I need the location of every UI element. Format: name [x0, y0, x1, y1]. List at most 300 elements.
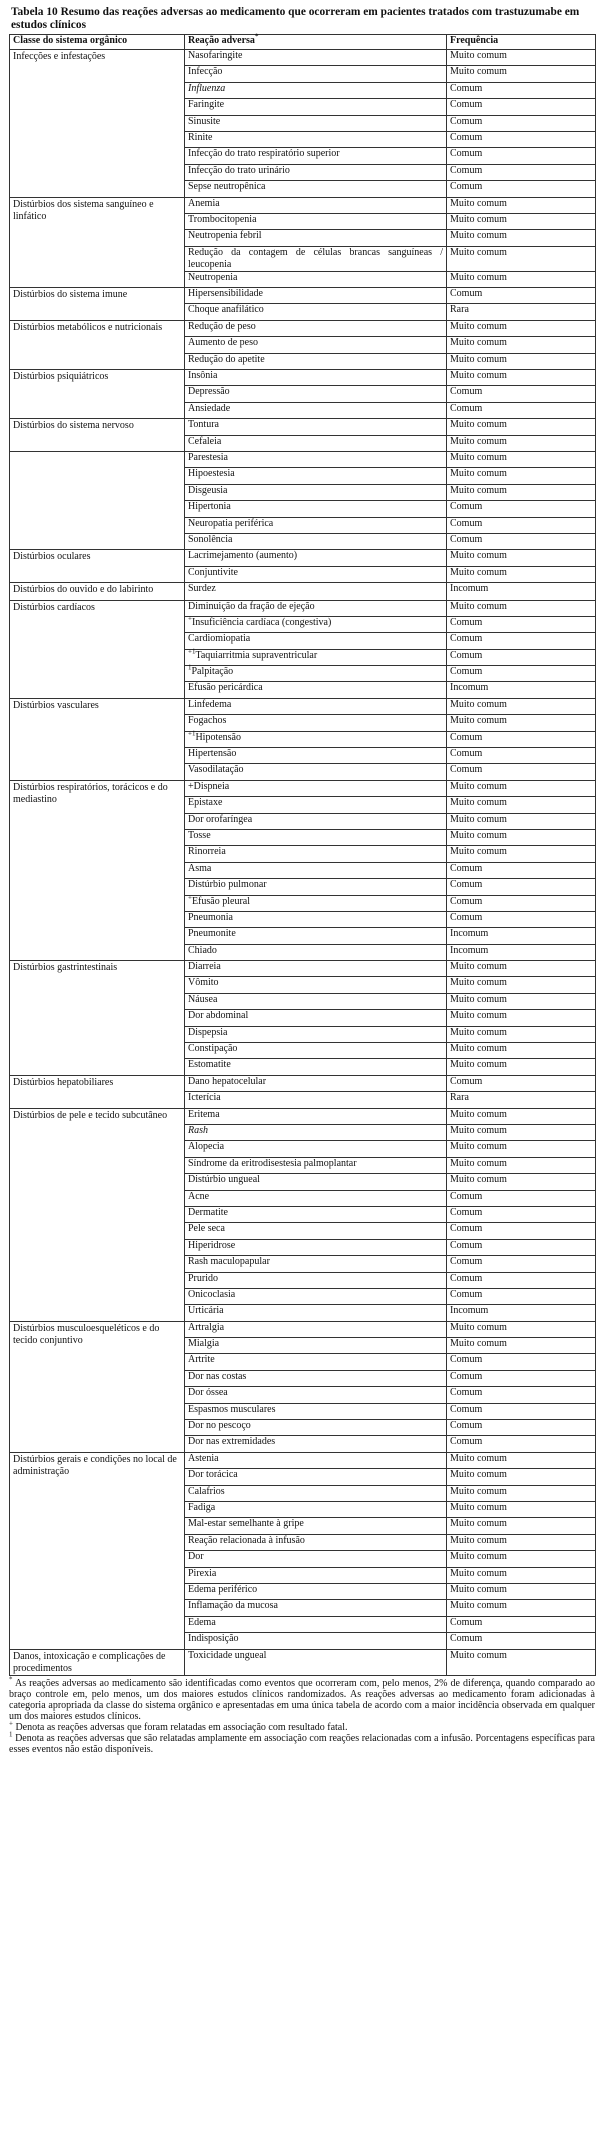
adverse-reaction-cell: [185, 1206, 447, 1222]
frequency-cell: Muito comum: [447, 566, 596, 582]
adverse-reaction-text: Dor: [188, 1551, 204, 1563]
adverse-reaction-cell: [185, 1043, 447, 1059]
frequency-cell: Muito comum: [447, 780, 596, 796]
adverse-reaction-text: Surdez: [188, 583, 216, 595]
adverse-reaction-cell: [185, 1092, 447, 1108]
frequency-cell: Muito comum: [447, 1059, 596, 1075]
adverse-reaction-cell: [185, 82, 447, 98]
adverse-reaction-cell: [185, 197, 447, 213]
adverse-reaction-cell: [185, 566, 447, 582]
frequency-cell: Comum: [447, 1616, 596, 1632]
adverse-reaction-cell: [185, 353, 447, 369]
footnote-mark: 1: [9, 1730, 13, 1739]
table-row: [10, 50, 596, 66]
adverse-reaction-text: Dano hepatocelular: [188, 1075, 267, 1087]
adverse-reaction-cell: [185, 1272, 447, 1288]
adverse-reaction-cell: [185, 484, 447, 500]
adverse-reaction-text: Diarreia: [188, 961, 221, 973]
adverse-reaction-text: Acne: [188, 1190, 210, 1202]
document-page: [9, 6, 595, 1755]
adverse-reaction-text: Pneumonite: [188, 928, 236, 940]
adverse-reaction-cell: [185, 1075, 447, 1091]
adverse-reaction-cell: [185, 993, 447, 1009]
frequency-cell: Muito comum: [447, 320, 596, 336]
adverse-reaction-text: Vômito: [188, 977, 219, 989]
frequency-cell: Muito comum: [447, 698, 596, 714]
adverse-reaction-cell: [185, 213, 447, 229]
footnote: [9, 1675, 595, 1722]
adverse-reaction-text: Efusão pleural: [191, 895, 250, 907]
frequency-cell: Comum: [447, 181, 596, 197]
table-row: [10, 1452, 596, 1468]
adverse-reaction-cell: [185, 944, 447, 960]
adverse-reaction-text: Pirexia: [188, 1567, 217, 1579]
adverse-reaction-cell: [185, 1239, 447, 1255]
frequency-cell: Comum: [447, 616, 596, 632]
adverse-reaction-text: Hipoestesia: [188, 468, 235, 480]
adverse-reaction-cell: [185, 1452, 447, 1468]
adverse-reaction-cell: [185, 583, 447, 600]
frequency-cell: Comum: [447, 1403, 596, 1419]
adverse-reaction-cell: [185, 1420, 447, 1436]
adverse-reaction-text: Mal-estar semelhante à gripe: [188, 1518, 304, 1530]
organ-class-cell: Distúrbios oculares: [10, 550, 185, 583]
adverse-reaction-cell: [185, 1616, 447, 1632]
adverse-reaction-text: Vasodilatação: [188, 764, 244, 776]
table-row: [10, 1649, 596, 1675]
adverse-reaction-cell: [185, 50, 447, 66]
frequency-cell: Comum: [447, 895, 596, 911]
frequency-cell: Muito comum: [447, 1026, 596, 1042]
frequency-cell: Comum: [447, 1223, 596, 1239]
adverse-reaction-text: Sinusite: [188, 115, 221, 127]
adverse-reaction-text: Asma: [188, 862, 212, 874]
adverse-reaction-cell: [185, 1485, 447, 1501]
adverse-reaction-text: Astenia: [188, 1452, 219, 1464]
adverse-reaction-cell: [185, 961, 447, 977]
frequency-cell: Comum: [447, 1633, 596, 1649]
adverse-reaction-cell: [185, 663, 447, 682]
frequency-cell: Muito comum: [447, 1108, 596, 1124]
frequency-cell: Comum: [447, 386, 596, 402]
frequency-cell: Muito comum: [447, 197, 596, 213]
adverse-reaction-text: Disgeusia: [188, 484, 228, 496]
adverse-reaction-text: Insônia: [188, 370, 218, 382]
adverse-reaction-text: Sepse neutropênica: [188, 181, 266, 193]
adverse-reaction-cell: [185, 862, 447, 878]
footnote-text: Denota as reações adversas que são relatadas amplamente em associação com reações relacionadas com a infusão. Porcentagens específicas para esses eventos não estão disponíveis.: [9, 1732, 595, 1755]
adverse-reaction-text: Redução de peso: [188, 320, 256, 332]
adverse-reaction-cell: [185, 271, 447, 287]
frequency-cell: Comum: [447, 115, 596, 131]
adverse-reaction-cell: [185, 928, 447, 944]
adverse-reaction-cell: [185, 649, 447, 665]
table-row: [10, 961, 596, 977]
adverse-reaction-cell: [185, 320, 447, 336]
frequency-cell: Comum: [447, 82, 596, 98]
frequency-cell: Muito comum: [447, 271, 596, 287]
adverse-reaction-text: Rinite: [188, 131, 213, 143]
adverse-reaction-text: Depressão: [188, 386, 230, 398]
adverse-reaction-cell: [185, 402, 447, 418]
frequency-cell: Muito comum: [447, 419, 596, 435]
adverse-reaction-cell: [185, 633, 447, 649]
organ-class-cell: Distúrbios dos sistema sanguíneo e linfático: [10, 197, 185, 288]
table-row: [10, 451, 596, 467]
adverse-reaction-text: Sonolência: [188, 533, 233, 545]
table-row: [10, 1108, 596, 1124]
adverse-reaction-cell: [185, 1125, 447, 1141]
frequency-cell: Muito comum: [447, 1338, 596, 1354]
frequency-cell: Comum: [447, 1387, 596, 1403]
adverse-reaction-cell: [185, 533, 447, 549]
adverse-reaction-text: Calafrios: [188, 1485, 225, 1497]
adverse-reaction-cell: [185, 1501, 447, 1517]
frequency-cell: Comum: [447, 879, 596, 895]
adverse-reaction-cell: [185, 304, 447, 320]
adverse-reaction-cell: [185, 682, 447, 698]
frequency-cell: Muito comum: [447, 213, 596, 229]
frequency-cell: Muito comum: [447, 1551, 596, 1567]
adverse-reaction-cell: [185, 1288, 447, 1304]
frequency-cell: Muito comum: [447, 550, 596, 566]
adverse-reaction-cell: [185, 879, 447, 895]
organ-class-cell: Distúrbios do sistema imune: [10, 288, 185, 321]
adverse-reaction-cell: [185, 419, 447, 435]
adverse-reaction-text: Eritema: [188, 1108, 220, 1120]
frequency-cell: Muito comum: [447, 829, 596, 845]
adverse-reaction-cell: [185, 715, 447, 731]
adverse-reaction-text: Diminuição da fração de ejeção: [188, 600, 315, 612]
table-row: [10, 419, 596, 435]
adverse-reaction-cell: [185, 451, 447, 467]
adverse-reaction-text: Cardiomiopatia: [188, 633, 251, 645]
adverse-reaction-text: Inflamação da mucosa: [188, 1600, 278, 1612]
frequency-cell: Muito comum: [447, 1518, 596, 1534]
adverse-reaction-text: Rash: [188, 1125, 208, 1136]
adverse-reaction-text: Espasmos musculares: [188, 1403, 276, 1415]
adverse-reaction-text: Constipação: [188, 1043, 238, 1055]
adverse-reaction-cell: [185, 1387, 447, 1403]
frequency-cell: Muito comum: [447, 451, 596, 467]
frequency-cell: Rara: [447, 1092, 596, 1108]
frequency-cell: Incomum: [447, 583, 596, 600]
frequency-cell: Incomum: [447, 928, 596, 944]
adverse-reaction-text: Dor nas extremidades: [188, 1436, 276, 1448]
footnote-mark: +: [188, 893, 192, 902]
adverse-reaction-cell: [185, 1321, 447, 1337]
adverse-reaction-cell: [185, 1600, 447, 1616]
frequency-cell: Comum: [447, 1256, 596, 1272]
adverse-reaction-text: Pneumonia: [188, 911, 233, 923]
footnote-mark: 1: [188, 663, 192, 672]
adverse-reaction-text: Hipersensibilidade: [188, 288, 263, 300]
adverse-reaction-text: Hipotensão: [195, 731, 241, 743]
table-header-row: [10, 35, 596, 50]
frequency-cell: Muito comum: [447, 1010, 596, 1026]
adverse-reaction-text: Indisposição: [188, 1633, 239, 1645]
table-row: [10, 370, 596, 386]
adverse-reaction-cell: [185, 1174, 447, 1190]
adverse-reaction-cell: [185, 748, 447, 764]
adverse-reaction-text: Dor abdominal: [188, 1010, 249, 1022]
frequency-cell: Comum: [447, 288, 596, 304]
frequency-cell: Comum: [447, 402, 596, 418]
frequency-cell: Muito comum: [447, 50, 596, 66]
frequency-cell: Comum: [447, 517, 596, 533]
organ-class-cell: Danos, intoxicação e complicações de procedimentos: [10, 1649, 185, 1675]
frequency-cell: Muito comum: [447, 435, 596, 451]
frequency-cell: Muito comum: [447, 977, 596, 993]
frequency-cell: Muito comum: [447, 715, 596, 731]
adverse-reaction-text: Dor nas costas: [188, 1370, 247, 1382]
footnote-mark: +: [9, 1719, 13, 1728]
adverse-reaction-cell: [185, 1518, 447, 1534]
adverse-reaction-text: Tontura: [188, 419, 219, 431]
frequency-cell: Comum: [447, 862, 596, 878]
adverse-reaction-cell: [185, 780, 447, 796]
adverse-reaction-cell: [185, 115, 447, 131]
organ-class-cell: Distúrbios cardíacos: [10, 600, 185, 698]
frequency-cell: Comum: [447, 1272, 596, 1288]
adverse-reaction-cell: [185, 1469, 447, 1485]
frequency-cell: Comum: [447, 633, 596, 649]
adverse-reaction-cell: [185, 829, 447, 845]
adverse-reaction-cell: [185, 977, 447, 993]
table-row: [10, 288, 596, 304]
adverse-reaction-text: Nasofaringite: [188, 50, 243, 61]
adverse-reaction-cell: [185, 517, 447, 533]
adverse-reaction-cell: [185, 1338, 447, 1354]
footnotes: [9, 1675, 595, 1755]
frequency-cell: Comum: [447, 1206, 596, 1222]
frequency-cell: Muito comum: [447, 337, 596, 353]
adverse-reaction-text: Hipertonia: [188, 501, 231, 513]
adverse-reaction-text: Icterícia: [188, 1092, 221, 1104]
frequency-cell: Comum: [447, 501, 596, 517]
adverse-reaction-text: Estomatite: [188, 1059, 231, 1071]
adverse-reaction-text: Chiado: [188, 944, 217, 956]
adverse-reaction-cell: [185, 1256, 447, 1272]
frequency-cell: Comum: [447, 164, 596, 180]
frequency-cell: Comum: [447, 748, 596, 764]
adverse-reaction-cell: [185, 550, 447, 566]
adverse-reaction-cell: [185, 813, 447, 829]
adverse-reaction-cell: [185, 468, 447, 484]
adverse-reaction-text: Edema periférico: [188, 1583, 258, 1595]
table-row: [10, 1321, 596, 1337]
adverse-reaction-cell: [185, 1157, 447, 1173]
table-body: [10, 50, 596, 1676]
organ-class-cell: Distúrbios do sistema nervoso: [10, 419, 185, 452]
frequency-cell: Incomum: [447, 1305, 596, 1321]
adverse-reaction-text: Reação relacionada à infusão: [188, 1534, 305, 1546]
adverse-reaction-text: Insuficiência cardíaca (congestiva): [191, 616, 332, 628]
adverse-reaction-text: Influenza: [188, 82, 226, 94]
header-organ-class: Classe do sistema orgânico: [10, 35, 185, 50]
frequency-cell: Muito comum: [447, 1583, 596, 1599]
frequency-cell: Muito comum: [447, 1534, 596, 1550]
frequency-cell: Muito comum: [447, 1125, 596, 1141]
frequency-cell: Muito comum: [447, 1141, 596, 1157]
adverse-reaction-cell: [185, 164, 447, 180]
organ-class-cell: Distúrbios do ouvido e do labirinto: [10, 583, 185, 600]
adverse-reaction-cell: [185, 698, 447, 714]
frequency-cell: Muito comum: [447, 468, 596, 484]
adverse-reaction-cell: [185, 1370, 447, 1386]
adverse-reaction-cell: [185, 1190, 447, 1206]
frequency-cell: Muito comum: [447, 813, 596, 829]
frequency-cell: Comum: [447, 666, 596, 682]
adverse-reaction-cell: [185, 1534, 447, 1550]
adverse-reaction-text: Hiperidrose: [188, 1239, 236, 1251]
adverse-reaction-cell: [185, 1403, 447, 1419]
organ-class-cell: Distúrbios respiratórios, torácicos e do mediastino: [10, 780, 185, 960]
adverse-reaction-text: Pele seca: [188, 1223, 225, 1235]
frequency-cell: Muito comum: [447, 1452, 596, 1468]
frequency-cell: Muito comum: [447, 1174, 596, 1190]
adverse-reaction-cell: [185, 66, 447, 82]
organ-class-cell: Distúrbios gerais e condições no local de administração: [10, 1452, 185, 1649]
header-frequency: Frequência: [447, 35, 596, 50]
header-adverse-reaction: [185, 32, 447, 50]
frequency-cell: Muito comum: [447, 600, 596, 616]
adverse-reaction-text: Trombocitopenia: [188, 213, 257, 225]
adverse-reaction-cell: [185, 1649, 447, 1675]
frequency-cell: Comum: [447, 1436, 596, 1452]
adverse-reaction-cell: [185, 435, 447, 451]
frequency-cell: Comum: [447, 911, 596, 927]
adverse-reaction-text: Neutropenia: [188, 271, 238, 283]
frequency-cell: Muito comum: [447, 1043, 596, 1059]
adverse-reaction-cell: [185, 501, 447, 517]
frequency-cell: Muito comum: [447, 1600, 596, 1616]
frequency-cell: Muito comum: [447, 370, 596, 386]
adverse-reaction-text: Redução da contagem de células brancas sanguíneas / leucopenia: [188, 246, 443, 270]
adverse-reaction-text: Redução do apetite: [188, 353, 265, 365]
adverse-reaction-cell: [185, 846, 447, 862]
adverse-reaction-text: Choque anafilático: [188, 304, 264, 316]
frequency-cell: Comum: [447, 1288, 596, 1304]
adverse-reaction-cell: [185, 1583, 447, 1599]
frequency-cell: Incomum: [447, 944, 596, 960]
adverse-reaction-cell: [185, 1108, 447, 1124]
adverse-reaction-text: Náusea: [188, 993, 218, 1005]
frequency-cell: Muito comum: [447, 1157, 596, 1173]
frequency-cell: Comum: [447, 731, 596, 747]
organ-class-cell: Distúrbios de pele e tecido subcutâneo: [10, 1108, 185, 1321]
footnote-mark: +1: [188, 647, 196, 656]
adverse-reaction-text: Aumento de peso: [188, 337, 258, 349]
footnote-mark: +: [188, 614, 192, 623]
adverse-reaction-cell: [185, 99, 447, 115]
adverse-reaction-text: Urticária: [188, 1305, 224, 1317]
adverse-reaction-text: Mialgia: [188, 1338, 220, 1350]
adverse-reaction-text: Epistaxe: [188, 797, 223, 809]
adverse-reaction-text: Fogachos: [188, 715, 227, 727]
frequency-cell: Muito comum: [447, 484, 596, 500]
frequency-cell: Muito comum: [447, 1469, 596, 1485]
adverse-reactions-table: [9, 34, 596, 1676]
adverse-reaction-cell: [185, 600, 447, 616]
adverse-reaction-cell: [185, 1223, 447, 1239]
frequency-cell: Muito comum: [447, 797, 596, 813]
header-adverse-reaction-label: Reação adversa: [188, 35, 255, 46]
frequency-cell: Muito comum: [447, 1501, 596, 1517]
organ-class-cell: Distúrbios musculoesqueléticos e do tecido conjuntivo: [10, 1321, 185, 1452]
adverse-reaction-text: +Dispneia: [188, 780, 230, 792]
adverse-reaction-cell: [185, 1010, 447, 1026]
adverse-reaction-text: Edema: [188, 1616, 216, 1628]
table-caption: Tabela 10 Resumo das reações adversas ao medicamento que ocorreram em pacientes tratados com trastuzumabe em estudos clínicos: [11, 6, 580, 31]
adverse-reaction-cell: [185, 1059, 447, 1075]
frequency-cell: Muito comum: [447, 993, 596, 1009]
adverse-reaction-cell: [185, 1567, 447, 1583]
frequency-cell: Comum: [447, 1190, 596, 1206]
adverse-reaction-cell: [185, 1633, 447, 1649]
frequency-cell: Comum: [447, 1420, 596, 1436]
adverse-reaction-text: Dor óssea: [188, 1387, 228, 1399]
adverse-reaction-cell: [185, 616, 447, 632]
adverse-reaction-cell: [185, 895, 447, 911]
table-row: [10, 197, 596, 213]
adverse-reaction-text: Infecção: [188, 66, 223, 78]
adverse-reaction-text: Linfedema: [188, 698, 232, 710]
frequency-cell: Incomum: [447, 682, 596, 698]
adverse-reaction-text: Dor torácica: [188, 1469, 238, 1481]
table-row: [10, 320, 596, 336]
organ-class-cell: [10, 451, 185, 549]
adverse-reaction-text: Tosse: [188, 829, 211, 841]
frequency-cell: Comum: [447, 1075, 596, 1091]
adverse-reaction-text: Anemia: [188, 197, 220, 209]
adverse-reaction-cell: [185, 911, 447, 927]
adverse-reaction-text: Prurido: [188, 1272, 218, 1284]
adverse-reaction-cell: [185, 1354, 447, 1370]
adverse-reaction-text: Infecção do trato urinário: [188, 164, 290, 176]
adverse-reaction-text: Taquiarritmia supraventricular: [195, 649, 318, 661]
adverse-reaction-cell: [185, 288, 447, 304]
adverse-reaction-text: Dispepsia: [188, 1026, 228, 1038]
adverse-reaction-text: Fadiga: [188, 1501, 216, 1513]
adverse-reaction-cell: [185, 1551, 447, 1567]
frequency-cell: Comum: [447, 1239, 596, 1255]
adverse-reaction-text: Efusão pericárdica: [188, 682, 263, 694]
adverse-reaction-text: Dor orofaríngea: [188, 813, 253, 825]
adverse-reaction-text: Hipertensão: [188, 748, 237, 760]
frequency-cell: Comum: [447, 1370, 596, 1386]
frequency-cell: Comum: [447, 764, 596, 780]
organ-class-cell: Distúrbios psiquiátricos: [10, 370, 185, 419]
table-row: [10, 550, 596, 566]
frequency-cell: Muito comum: [447, 846, 596, 862]
frequency-cell: Comum: [447, 99, 596, 115]
frequency-cell: Muito comum: [447, 1321, 596, 1337]
frequency-cell: Comum: [447, 148, 596, 164]
adverse-reaction-text: Toxicidade ungueal: [188, 1649, 267, 1661]
organ-class-cell: Distúrbios vasculares: [10, 698, 185, 780]
adverse-reaction-text: Onicoclasia: [188, 1288, 236, 1300]
frequency-cell: Muito comum: [447, 961, 596, 977]
adverse-reaction-text: Rinorreia: [188, 846, 226, 858]
adverse-reaction-text: Neutropenia febril: [188, 230, 262, 242]
frequency-cell: Comum: [447, 533, 596, 549]
adverse-reaction-cell: [185, 1305, 447, 1321]
adverse-reaction-cell: [185, 181, 447, 197]
table-row: [10, 583, 596, 600]
table-row: [10, 698, 596, 714]
adverse-reaction-text: Rash maculopapular: [188, 1256, 270, 1268]
